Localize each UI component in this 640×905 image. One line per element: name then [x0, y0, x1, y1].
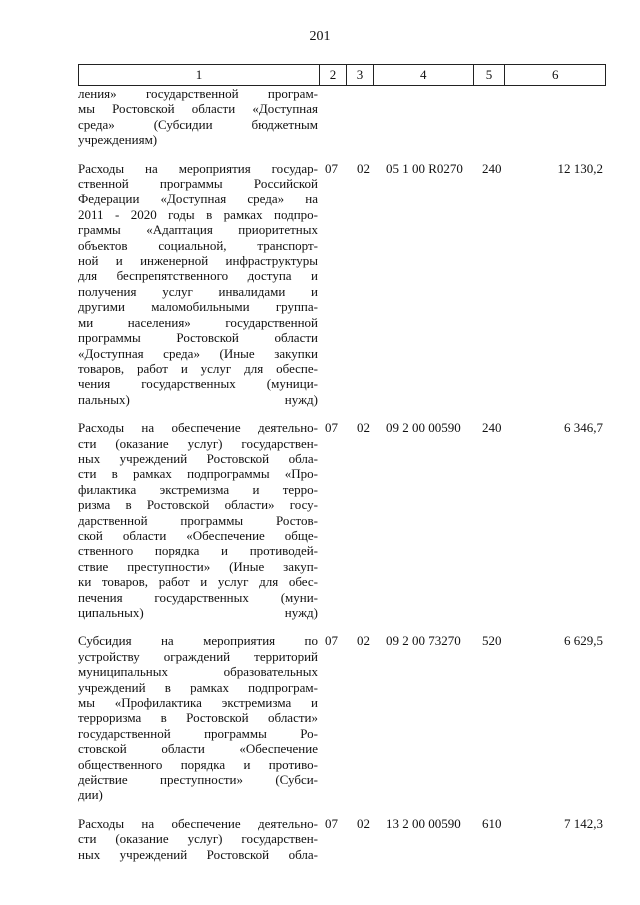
description-line: пальных) нужд) [78, 391, 318, 407]
row-subsection: 02 [357, 633, 370, 649]
header-col-1: 1 [79, 65, 320, 85]
description-line: дарственной программы Ростов- [78, 512, 318, 528]
description-line: стовской области «Обеспечение [78, 741, 318, 757]
description-line: филактика экстремизма и терро- [78, 481, 318, 497]
description-line: Федерации «Доступная среда» на [78, 191, 318, 207]
row-expense-type: 240 [482, 160, 502, 176]
row-amount: 7 142,3 [564, 815, 603, 831]
description-line: устройству ограждений территорий [78, 648, 318, 664]
table-body [78, 86, 606, 862]
description-line: ми населения» государственной [78, 314, 318, 330]
row-description [78, 161, 318, 408]
row-section: 07 [325, 633, 338, 649]
description-line: ственной программы Российской [78, 176, 318, 192]
page-number: 201 [309, 29, 331, 44]
description-line: чения государственных (муници- [78, 376, 318, 392]
row-description [78, 86, 318, 148]
description-line: действие преступности» (Субси- [78, 772, 318, 788]
row-description [78, 420, 318, 620]
description-line: государственной программы Ро- [78, 725, 318, 741]
description-line: мы Ростовской области «Доступная [78, 101, 318, 117]
row-target-code: 09 2 00 00590 [386, 420, 461, 436]
row-section: 07 [325, 815, 338, 831]
row-section: 07 [325, 160, 338, 176]
row-amount: 6 629,5 [564, 633, 603, 649]
description-line: Субсидия на мероприятия по [78, 633, 318, 649]
description-line: ления» государственной програм- [78, 86, 318, 101]
description-line: ствие преступности» (Иные закуп- [78, 558, 318, 574]
description-line: граммы «Адаптация приоритетных [78, 222, 318, 238]
description-line: ской области «Обеспечение обще- [78, 527, 318, 543]
description-line: ки товаров, работ и услуг для обес- [78, 574, 318, 590]
description-line: сти в рамках подпрограммы «Про- [78, 466, 318, 482]
description-line: терроризма в Ростовской области» [78, 710, 318, 726]
table-row [78, 816, 606, 862]
row-expense-type: 610 [482, 815, 502, 831]
description-line: Расходы на обеспечение деятельно- [78, 420, 318, 436]
row-amount: 12 130,2 [557, 160, 603, 176]
description-line: общественного порядка и противо- [78, 756, 318, 772]
row-description [78, 633, 318, 802]
header-col-6: 6 [551, 67, 559, 82]
row-subsection: 02 [357, 420, 370, 436]
header-col-3: 3 [347, 65, 374, 85]
table-row [78, 86, 606, 148]
description-line: 2011 - 2020 годы в рамках подпро- [78, 206, 318, 222]
description-line: печения государственных (муни- [78, 589, 318, 605]
description-line: мы «Профилактика экстремизма и [78, 695, 318, 711]
row-target-code: 13 2 00 00590 [386, 815, 461, 831]
row-amount: 6 346,7 [564, 420, 603, 436]
header-col-2: 2 [320, 65, 347, 85]
description-line: Расходы на обеспечение деятельно- [78, 815, 318, 831]
description-line: для беспрепятственного доступа и [78, 268, 318, 284]
description-line: ризма в Ростовской области» госу- [78, 497, 318, 513]
description-line: ственного порядка и противодей- [78, 543, 318, 559]
row-target-code: 05 1 00 R0270 [386, 160, 463, 176]
row-subsection: 02 [357, 815, 370, 831]
description-line: ципальных) нужд) [78, 605, 318, 620]
row-expense-type: 520 [482, 633, 502, 649]
row-expense-type: 240 [482, 420, 502, 436]
description-line: муниципальных образовательных [78, 664, 318, 680]
table-row [78, 420, 606, 620]
description-line: дии) [78, 787, 103, 803]
description-line: ных учреждений Ростовской обла- [78, 846, 318, 862]
description-line: среда» (Субсидии бюджетным [78, 116, 318, 132]
description-line: учреждениям) [78, 132, 158, 148]
description-line: учреждений в рамках подпрограм- [78, 679, 318, 695]
description-line: другими маломобильными группа- [78, 299, 318, 315]
table-header [78, 64, 606, 86]
description-line: Расходы на мероприятия государ- [78, 160, 318, 176]
row-target-code: 09 2 00 73270 [386, 633, 461, 649]
table-row [78, 633, 606, 802]
row-subsection: 02 [357, 160, 370, 176]
description-line: ной и инженерной инфраструктуры [78, 253, 318, 269]
description-line: получения услуг инвалидами и [78, 283, 318, 299]
header-col-5: 5 [474, 65, 506, 85]
description-line: объектов социальной, транспорт- [78, 237, 318, 253]
row-description [78, 816, 318, 862]
description-line: программы Ростовской области [78, 330, 318, 346]
header-col-4: 4 [374, 65, 474, 85]
table-row [78, 161, 606, 408]
description-line: ных учреждений Ростовской обла- [78, 450, 318, 466]
description-line: сти (оказание услуг) государствен- [78, 831, 318, 847]
description-line: «Доступная среда» (Иные закупки [78, 345, 318, 361]
description-line: товаров, работ и услуг для обеспе- [78, 360, 318, 376]
row-section: 07 [325, 420, 338, 436]
description-line: сти (оказание услуг) государствен- [78, 435, 318, 451]
